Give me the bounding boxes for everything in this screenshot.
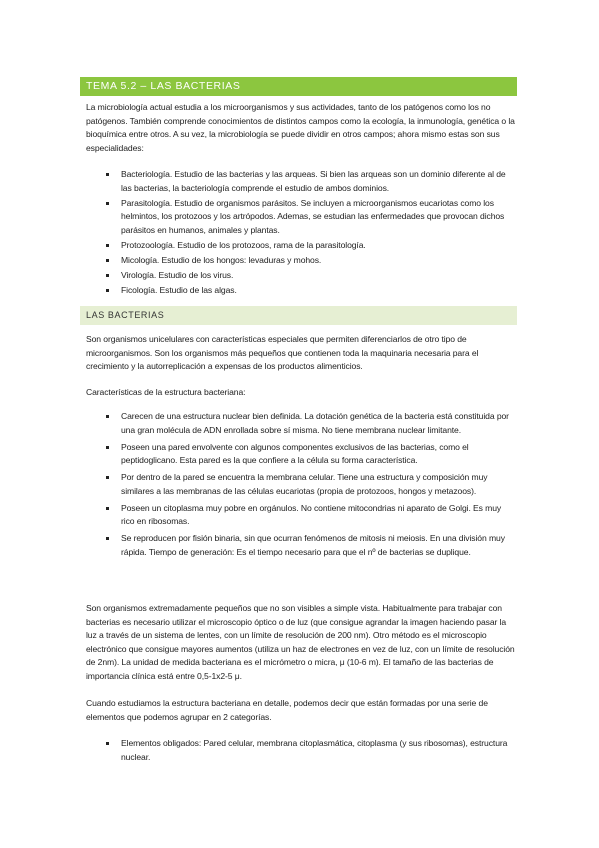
list-item: Poseen una pared envolvente con algunos componentes exclusivos de las bacterias, como el peptidoglicano. Esta pared es la que confiere a la célula su forma característica. <box>86 441 516 468</box>
list-item: Bacteriología. Estudio de las bacterias y las arqueas. Si bien las arqueas son un dominio diferente al de las bacterias, la bacteriología comprende el estudio de ambos dominios. <box>86 168 516 195</box>
structure-list <box>86 410 516 563</box>
size-paragraph: Son organismos extremadamente pequeños que no son visibles a simple vista. Habitualmente para trabajar con bacterias es necesario utilizar el microscopio óptico o de luz (que consigue agrandar la imagen haciendo pasar la luz a través de un sistema de lentes, con un límite de resolución de 200 nm). Otro método es el microscopio electrónico que consigue mayores aumentos (utiliza un haz de electrones en vez de luz, con un límite de resolución de 2nm). La unidad de medida bacteriana es el micrómetro o micra, μ (10-6 m). El tamaño de las bacterias de importancia clínica está entre 0,5-1x2-5 μ. <box>86 603 515 681</box>
bacteria-intro-paragraph: Son organismos unicelulares con características especiales que permiten diferenciarlos de otro tipo de microorganismos. Son los organismos más pequeños que contienen toda la maquinaria necesaria para el crecimiento y la autorreplicación a expensas de los productos alimenticios. <box>86 334 479 372</box>
intro-paragraph: La microbiología actual estudia a los microorganismos y sus actividades, tanto de los patógenos como los no patógenos. También comprende conocimientos de distintos campos como la ecología, la inmunología, genética o la bioquímica entre otros. A su vez, la microbiología se puede dividir en otros campos; ahora mismo estas son sus especialidades: <box>86 102 515 153</box>
list-item: Elementos obligados: Pared celular, membrana citoplasmática, citoplasma (y sus ribosomas), estructura nuclear. <box>86 737 516 764</box>
elements-list <box>86 737 516 766</box>
list-item: Se reproducen por fisión binaria, sin que ocurran fenómenos de mitosis ni meiosis. En una división muy rápida. Tiempo de generación: Es el tiempo necesario para que el nº de bacterias se duplique. <box>86 532 516 559</box>
list-item: Por dentro de la pared se encuentra la membrana celular. Tiene una estructura y composición muy similares a las membranas de las células eucariotas (propia de protozoos, hongos y metazoos). <box>86 471 516 498</box>
detail-paragraph: Cuando estudiamos la estructura bacteriana en detalle, podemos decir que están formadas por una serie de elementos que podemos agrupar en 2 categorías. <box>86 698 488 722</box>
structure-heading: Características de la estructura bacteriana: <box>86 387 246 397</box>
list-item: Poseen un citoplasma muy pobre en orgánulos. No contiene mitocondrias ni aparato de Golgi. Es muy rico en ribosomas. <box>86 502 516 529</box>
page-title: TEMA 5.2 – LAS BACTERIAS <box>80 77 517 96</box>
list-item: Protozoología. Estudio de los protozoos, rama de la parasitología. <box>86 239 516 253</box>
section-heading: LAS BACTERIAS <box>80 306 517 325</box>
list-item: Micología. Estudio de los hongos: levaduras y mohos. <box>86 254 516 268</box>
list-item: Virología. Estudio de los virus. <box>86 269 516 283</box>
list-item: Carecen de una estructura nuclear bien definida. La dotación genética de la bacteria está constituida por una gran molécula de ADN enrollada sobre sí misma. No tiene membrana nuclear limitante. <box>86 410 516 437</box>
specialties-list <box>86 168 516 299</box>
list-item: Parasitología. Estudio de organismos parásitos. Se incluyen a microorganismos eucariotas como los helmintos, los protozoos y los artrópodos. Ademas, se estudian las enfermedades que provocan dichos parásitos en humanos, animales y plantas. <box>86 197 516 238</box>
list-item: Ficología. Estudio de las algas. <box>86 284 516 298</box>
